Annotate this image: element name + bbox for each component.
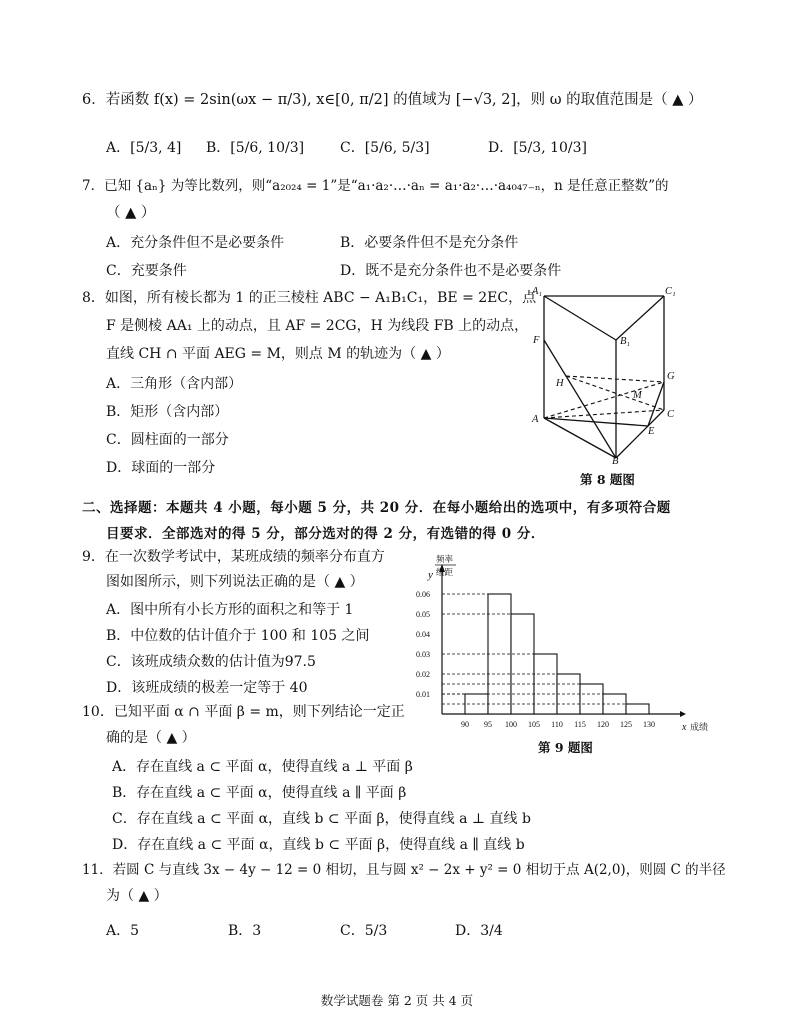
q10-line2: 确的是（ ▲ ） <box>106 730 196 746</box>
q6-stem: 6．若函数 f(x) = 2sin(ωx − π/3), x∈[0, π/2] 的值域为 [−√3, 2]，则 ω 的取值范围是（ ▲ ） <box>82 92 703 108</box>
q11-option-b: B．3 <box>228 923 262 939</box>
label-e: E <box>648 426 655 437</box>
y-axis-label-denominator: 组距 <box>436 567 454 577</box>
x-tick-label: 105 <box>528 720 540 729</box>
label-b: B <box>612 456 619 467</box>
q9-option-b: B．中位数的估计值介于 100 和 105 之间 <box>106 628 370 644</box>
x-tick-label: 115 <box>574 720 586 729</box>
y-axis-symbol: y <box>428 569 433 581</box>
q6-option-c: C．[5/6, 5/3] <box>340 140 430 156</box>
histogram-bar <box>511 614 534 714</box>
label-c: C <box>667 409 675 420</box>
q7-option-c: C．充要条件 <box>106 263 187 279</box>
x-tick-label: 110 <box>551 720 563 729</box>
q11-option-a: A．5 <box>106 923 140 939</box>
page-footer: 数学试题卷 第 2 页 共 4 页 <box>320 993 474 1008</box>
q9-option-a: A．图中所有小长方形的面积之和等于 1 <box>106 602 354 618</box>
edge-ac-hidden <box>544 410 664 418</box>
q7-stem-line2: （ ▲ ） <box>106 205 156 221</box>
x-tick-label: 100 <box>505 720 517 729</box>
histogram-bar <box>626 704 649 714</box>
q10-option-a: A．存在直线 a ⊂ 平面 α，使得直线 a ⊥ 平面 β <box>112 759 413 775</box>
q6-option-b: B．[5/6, 10/3] <box>206 140 305 156</box>
q8-option-a: A．三角形（含内部） <box>106 376 243 392</box>
x-axis-arrow <box>680 711 686 717</box>
y-tick-label: 0.03 <box>416 650 430 659</box>
q6-option-a: A．[5/3, 4] <box>106 140 182 156</box>
label-h: H <box>556 378 564 389</box>
q10-option-b: B．存在直线 a ⊂ 平面 α，使得直线 a ∥ 平面 β <box>112 785 407 801</box>
q11-line1: 11．若圆 C 与直线 3x − 4y − 12 = 0 相切，且与圆 x² − 2x + y² = 0 相切于点 A(2,0)，则圆 C 的半径 <box>82 862 726 878</box>
segment-eg <box>648 382 664 426</box>
label-a1: A₁ <box>532 286 543 297</box>
q10-option-c: C．存在直线 a ⊂ 平面 α，直线 b ⊂ 平面 β，使得直线 a ⊥ 直线 b <box>112 811 531 827</box>
histogram-bar <box>580 684 603 714</box>
segment-fb <box>544 340 616 458</box>
y-tick-label: 0.05 <box>416 610 430 619</box>
segment-hc-hidden <box>566 376 664 410</box>
label-b1: B₁ <box>620 336 631 347</box>
x-tick-label: 120 <box>597 720 609 729</box>
q11-option-d: D．3/4 <box>455 923 503 939</box>
q7-option-a: A．充分条件但不是必要条件 <box>106 235 285 251</box>
frequency-histogram <box>412 548 709 733</box>
edge-b1c1 <box>616 296 664 340</box>
label-c1: C₁ <box>665 286 676 297</box>
label-m: M <box>633 390 642 401</box>
edge-bc <box>616 410 664 458</box>
label-f: F <box>533 335 540 346</box>
x-tick-label: 95 <box>484 720 492 729</box>
x-axis-symbol: x <box>682 722 687 733</box>
edge-a1b1 <box>544 296 616 340</box>
section2-line1: 二、选择题：本题共 4 小题，每小题 5 分，共 20 分．在每小题给出的选项中，有多项符合题 <box>82 500 671 516</box>
q8-line2: F 是侧棱 AA₁ 上的动点，且 AF = 2CG，H 为线段 FB 上的动点， <box>106 318 529 334</box>
figure9-caption: 第 9 题图 <box>538 740 593 755</box>
x-tick-label: 90 <box>461 720 469 729</box>
q7-option-d: D．既不是充分条件也不是必要条件 <box>340 263 562 279</box>
y-tick-label: 0.02 <box>416 670 430 679</box>
q8-line1: 8．如图，所有棱长都为 1 的正三棱柱 ABC − A₁B₁C₁，BE = 2EC，点 <box>82 290 537 306</box>
q9-option-c: C．该班成绩众数的估计值为97.5 <box>106 654 316 670</box>
q8-line3: 直线 CH ∩ 平面 AEG = M，则点 M 的轨迹为（ ▲ ） <box>106 346 450 362</box>
figure8-caption: 第 8 题图 <box>580 472 635 487</box>
q9-line2: 图如图所示，则下列说法正确的是（ ▲ ） <box>106 574 364 590</box>
prism-figure <box>528 282 688 467</box>
label-a: A <box>532 414 539 425</box>
q6-option-d: D．[5/3, 10/3] <box>488 140 588 156</box>
x-axis-label: 成绩 <box>690 722 709 732</box>
x-tick-label: 130 <box>643 720 655 729</box>
q8-option-d: D．球面的一部分 <box>106 460 216 476</box>
x-tick-label: 125 <box>620 720 632 729</box>
q7-stem-line1: 7．已知 {aₙ} 为等比数列，则“a₂₀₂₄ = 1”是“a₁·a₂·…·aₙ = a₁·a₂·…·a₄₀₄₇₋ₙ，n 是任意正整数”的 <box>82 178 669 194</box>
q10-option-d: D．存在直线 a ⊂ 平面 α，直线 b ⊂ 平面 β，使得直线 a ∥ 直线 b <box>112 837 525 853</box>
y-tick-label: 0.04 <box>416 630 430 639</box>
q8-option-c: C．圆柱面的一部分 <box>106 432 229 448</box>
q11-line2: 为（ ▲ ） <box>106 888 168 904</box>
q8-option-b: B．矩形（含内部） <box>106 404 229 420</box>
y-tick-label: 0.01 <box>416 690 430 699</box>
q10-line1: 10．已知平面 α ∩ 平面 β = m，则下列结论一定正 <box>82 704 405 720</box>
q9-line1: 9．在一次数学考试中，某班成绩的频率分布直方 <box>82 549 385 565</box>
q11-option-c: C．5/3 <box>340 923 388 939</box>
section2-line2: 目要求．全部选对的得 5 分，部分选对的得 2 分，有选错的得 0 分． <box>106 526 545 542</box>
y-axis-label-numerator: 频率 <box>436 554 454 564</box>
q9-option-d: D．该班成绩的极差一定等于 40 <box>106 680 308 696</box>
y-tick-label: 0.06 <box>416 590 430 599</box>
q7-option-b: B．必要条件但不是充分条件 <box>340 235 519 251</box>
label-g: G <box>667 371 675 382</box>
edge-ab <box>544 418 616 458</box>
